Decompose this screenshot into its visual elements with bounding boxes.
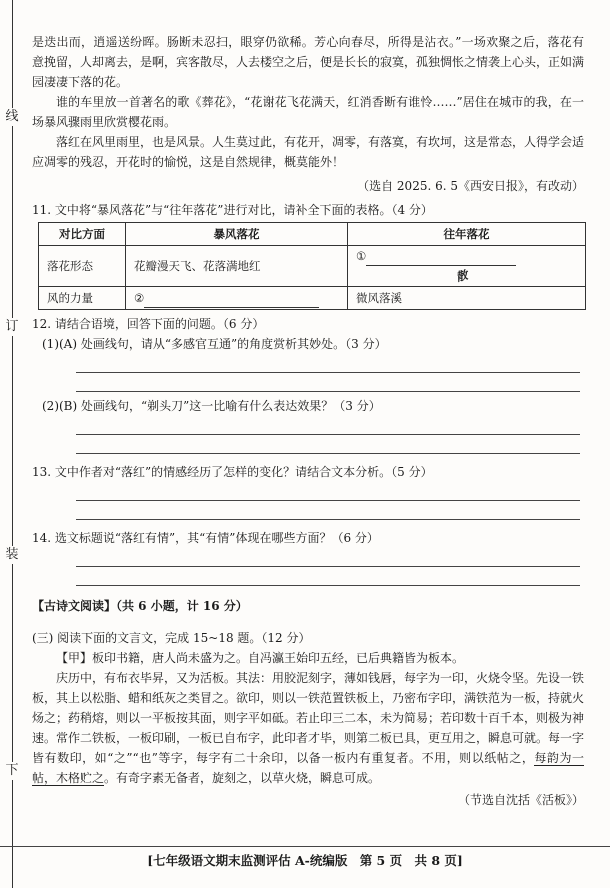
question-11: 11. 文中将“暴风落花”与“往年落花”进行对比，请补全下面的表格。（4 分） bbox=[32, 203, 433, 217]
underlined-sentence: 每韵为一帖，木格贮之 bbox=[32, 751, 584, 785]
answer-blank-1[interactable] bbox=[366, 251, 516, 266]
passage-source: （选自 2025. 6. 5《西安日报》，有改动） bbox=[357, 179, 584, 193]
answer-line[interactable] bbox=[76, 567, 580, 586]
question-12: 12. 请结合语境，回答下面的问题。（6 分） bbox=[32, 317, 265, 331]
table-cell-storm: 花瓣漫天飞、花落满地红 bbox=[126, 246, 348, 287]
footer-page: 第 5 页 bbox=[359, 853, 403, 868]
binding-char: 下 bbox=[5, 763, 19, 778]
question-12-sub1: (1)(A) 处画线句，请从“多感官互通”的角度赏析其妙处。（3 分） bbox=[42, 337, 387, 351]
table-cell-aspect: 风的力量 bbox=[39, 287, 126, 310]
answer-line[interactable] bbox=[76, 482, 580, 501]
table-header: 暴风落花 bbox=[126, 223, 348, 246]
handwritten-mark: 散 bbox=[454, 267, 470, 285]
answer-line[interactable] bbox=[76, 501, 580, 520]
section-heading: 【古诗文阅读】（共 6 小题，计 16 分） bbox=[32, 599, 248, 613]
question-12-sub2: (2)(B) 处画线句，“剃头刀”这一比喻有什么表达效果？（3 分） bbox=[42, 399, 381, 413]
footer-total: 共 8 页] bbox=[414, 853, 463, 868]
answer-blank-2[interactable] bbox=[144, 293, 319, 308]
question-13: 13. 文中作者对“落红”的情感经历了怎样的变化？请结合文本分析。（5 分） bbox=[32, 465, 433, 479]
table-header: 往年落花 bbox=[348, 223, 586, 246]
passage-paragraph: 谁的车里放一首著名的歌《葬花》，“花谢花飞花满天，红消香断有谁怜……”居住在城市的我，在一场暴风骤雨里欣赏樱花雨。 bbox=[32, 95, 584, 129]
answer-line[interactable] bbox=[76, 373, 580, 392]
table-cell-storm[interactable]: ② bbox=[126, 287, 348, 310]
binding-char: 订 bbox=[5, 319, 19, 334]
answer-line[interactable] bbox=[76, 416, 580, 435]
table-row bbox=[39, 287, 586, 310]
answer-line[interactable] bbox=[76, 435, 580, 454]
question-14: 14. 选文标题说“落红有情”，其“有情”体现在哪些方面？（6 分） bbox=[32, 531, 379, 545]
footer-exam: [七年级语文期末监测评估 A-统编版 bbox=[147, 853, 348, 868]
classical-paragraph: 庆历中，有布衣毕昇，又为活板。其法：用胶泥刻字，薄如钱唇，每字为一印，火烧令坚。先设一铁板，其上以松脂、蜡和纸灰之类冒之。欲印，则以一铁范置铁板上，乃密布字印，满铁范为一板，持就火炀之；药稍熔，则以一平板按其面，则字平如砥。若止印三二本，未为简易；若印数十百千本，则极为神速。常作二铁板，一板印刷，一板已自布字，此印者才毕，则第二板已具，更互用之，瞬息可就。每一字皆有数印，如“之”“也”等字，每字有二十余印，以备一板内有重复者。不用，则以纸帖之，每韵为一帖，木格贮之。有奇字素无备者，旋刻之，以草火烧，瞬息可成。 bbox=[32, 671, 585, 785]
table-row bbox=[39, 246, 586, 287]
table-cell-aspect: 落花形态 bbox=[39, 246, 126, 287]
part-heading: (三) 阅读下面的文言文，完成 15~18 题。（12 分） bbox=[32, 631, 311, 645]
table-header: 对比方面 bbox=[39, 223, 126, 246]
binding-char: 线 bbox=[5, 109, 19, 124]
binding-line bbox=[12, 0, 14, 888]
classical-source: （节选自沈括《活板》） bbox=[457, 793, 584, 807]
binding-char: 装 bbox=[5, 547, 19, 562]
answer-line[interactable] bbox=[76, 354, 580, 373]
page-footer bbox=[0, 846, 610, 869]
classical-paragraph: 【甲】板印书籍，唐人尚未盛为之。自冯瀛王始印五经，已后典籍皆为板本。 bbox=[56, 651, 465, 665]
table-cell-past: 微风落溪 bbox=[348, 287, 586, 310]
passage-paragraph: 落红在风里雨里，也是风景。人生莫过此，有花开，凋零，有落寞，有坎坷，这是常态，人得学会适应凋零的残忍，开花时的愉悦，这是自然规律，概莫能外！ bbox=[32, 135, 585, 169]
answer-line[interactable] bbox=[76, 548, 580, 567]
comparison-table bbox=[38, 222, 586, 310]
passage-paragraph: 是迭出而，逍遥送纷晖。肠断未忍扫，眼穿仍欲稀。芳心向春尽，所得是沾衣。”一场欢聚之后，落花有意挽留，人却离去，是啊，宾客散尽，人去楼空之后，便是长长的寂寞，孤独惆怅之情袭上心头，正如满园凄凄下落的花。 bbox=[32, 35, 585, 89]
table-cell-past[interactable]: ①散 bbox=[348, 246, 586, 287]
page-content bbox=[32, 32, 584, 814]
